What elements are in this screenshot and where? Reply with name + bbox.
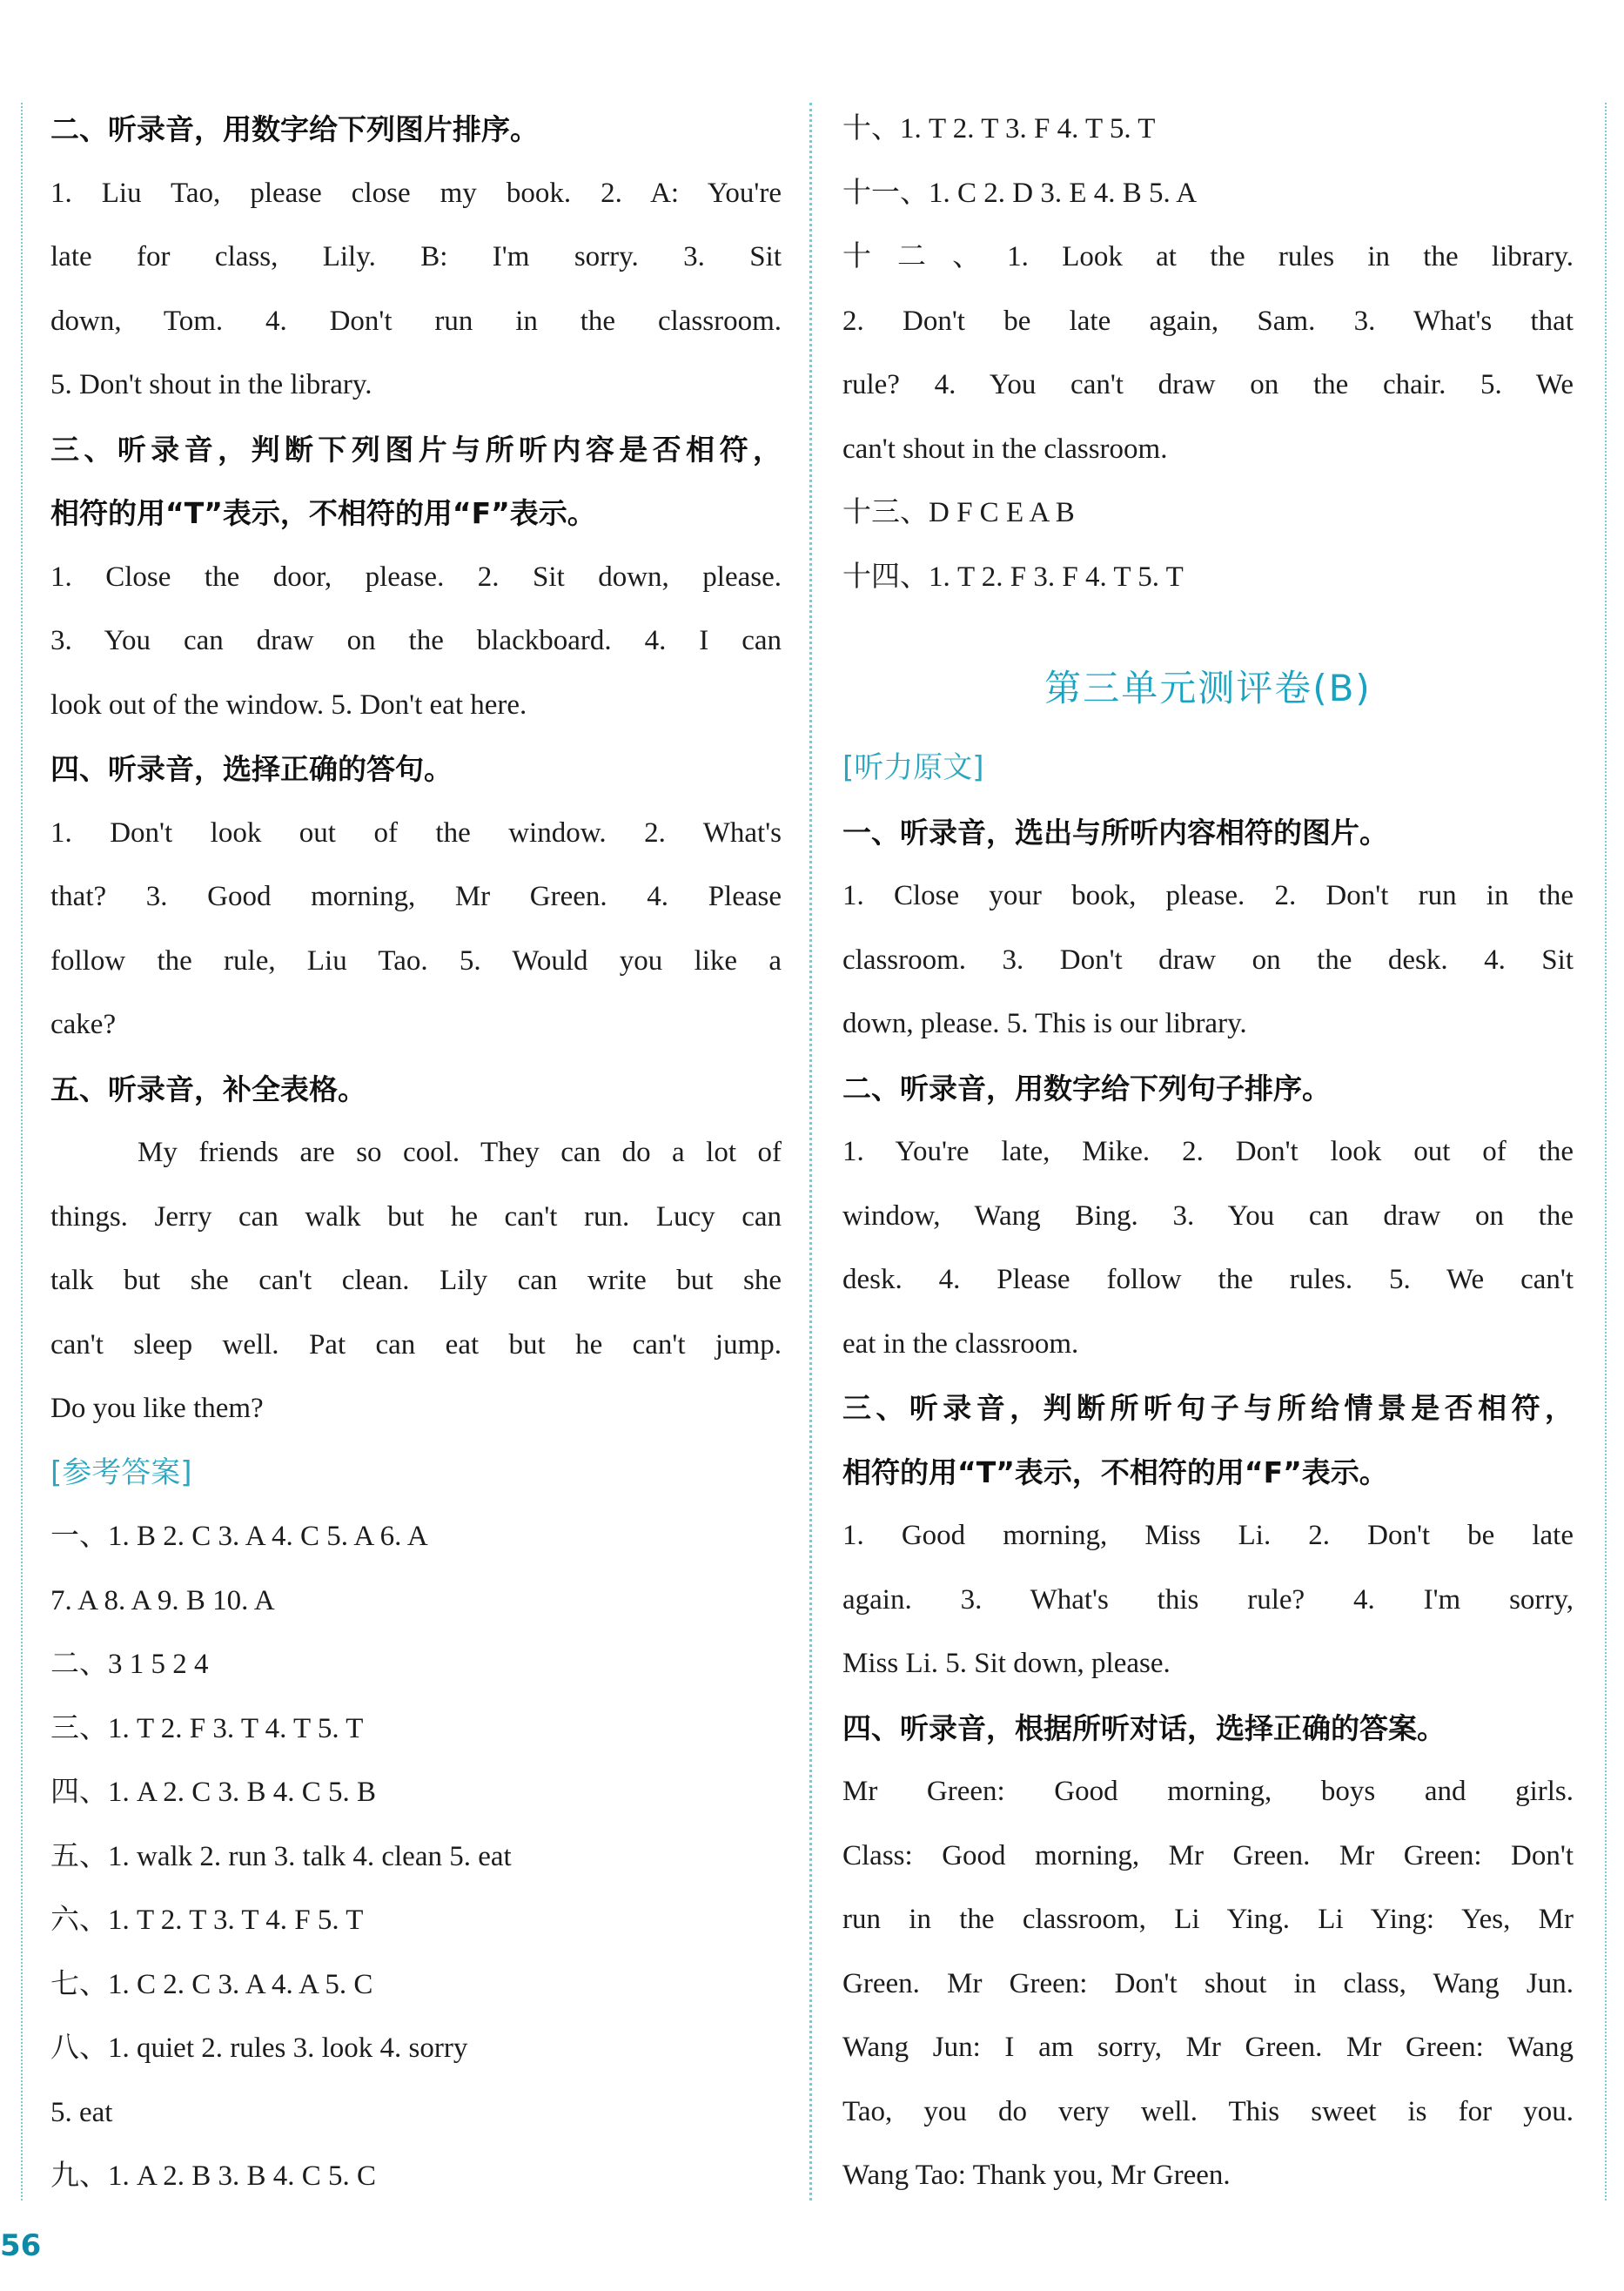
section-heading: 相符的用“T”表示，不相符的用“F”表示。 <box>50 496 596 530</box>
answer-line: 八、1. quiet 2. rules 3. look 4. sorry <box>50 2032 468 2064</box>
text-line: 1. Good morning, Miss Li. 2. Don't be late <box>842 1520 1574 1551</box>
answer-line: 九、1. A 2. B 3. B 4. C 5. C <box>50 2160 377 2192</box>
text-line: Miss Li. 5. Sit down, please. <box>842 1648 1171 1679</box>
text-line: 1. Close the door, please. 2. Sit down, please. <box>50 561 782 593</box>
answer-line: 十一、1. C 2. D 3. E 4. B 5. A <box>842 177 1198 209</box>
answer-key-tag: [参考答案] <box>50 1455 192 1490</box>
text-line: down, Tom. 4. Don't run in the classroom. <box>50 305 782 337</box>
dialogue-line: run in the classroom, Li Ying. Li Ying: Yes, Mr <box>842 1904 1574 1935</box>
section-heading: 四、听录音，选择正确的答句。 <box>50 752 453 786</box>
text-line: 1. You're late, Mike. 2. Don't look out of the <box>842 1136 1574 1167</box>
answer-line: 七、1. C 2. C 3. A 4. A 5. C <box>50 1968 373 2000</box>
answer-line: 三、1. T 2. F 3. T 4. T 5. T <box>50 1712 364 1744</box>
text-line: down, please. 5. This is our library. <box>842 1008 1247 1039</box>
dialogue-line: Class: Good morning, Mr Green. Mr Green: Don't <box>842 1839 1574 1871</box>
text-line: things. Jerry can walk but he can't run. Lucy can <box>50 1200 782 1233</box>
transcript-tag: [听力原文] <box>842 750 984 785</box>
text-line: eat in the classroom. <box>842 1327 1079 1360</box>
answer-line: 十三、D F C E A B <box>842 497 1075 528</box>
text-line: Do you like them? <box>50 1393 264 1424</box>
text-line: 1. Close your book, please. 2. Don't run in the <box>842 880 1574 911</box>
text-line: desk. 4. Please follow the rules. 5. We can't <box>842 1264 1574 1295</box>
left-border <box>21 103 23 2200</box>
text-line: can't sleep well. Pat can eat but he can't jump. <box>50 1328 782 1360</box>
left-column <box>50 97 782 2209</box>
text-line: late for class, Lily. B: I'm sorry. 3. Sit <box>50 241 782 272</box>
section-heading: 二、听录音，用数字给下列图片排序。 <box>50 112 539 146</box>
section-heading: 五、听录音，补全表格。 <box>50 1072 366 1106</box>
answer-line: can't shout in the classroom. <box>842 433 1168 465</box>
dialogue-line: Mr Green: Good morning, boys and girls. <box>842 1776 1574 1807</box>
text-line: 1. Liu Tao, please close my book. 2. A: You're <box>50 177 782 209</box>
column-divider <box>809 103 812 2200</box>
answer-line: 五、1. walk 2. run 3. talk 4. clean 5. eat <box>50 1840 512 1872</box>
answer-line: 一、1. B 2. C 3. A 4. C 5. A 6. A <box>50 1521 428 1552</box>
text-line: talk but she can't clean. Lily can write but she <box>50 1265 782 1296</box>
answer-line: 四、1. A 2. C 3. B 4. C 5. B <box>50 1777 377 1808</box>
answer-line: 十二、1. Look at the rules in the library. <box>842 241 1574 272</box>
page-number: 56 <box>0 2228 42 2263</box>
answer-line: 2. Don't be late again, Sam. 3. What's that <box>842 305 1574 337</box>
answer-line: 十四、1. T 2. F 3. F 4. T 5. T <box>842 561 1184 593</box>
answer-line: 六、1. T 2. T 3. T 4. F 5. T <box>50 1905 364 1936</box>
text-line: 1. Don't look out of the window. 2. What's <box>50 816 782 849</box>
text-line: follow the rule, Liu Tao. 5. Would you like a <box>50 944 782 977</box>
dialogue-line: Tao, you do very well. This sweet is for you. <box>842 2095 1574 2127</box>
right-column <box>842 97 1574 2208</box>
section-heading: 三、听录音，判断所听句子与所给情景是否相符， <box>842 1391 1574 1425</box>
section-heading: 二、听录音，用数字给下列句子排序。 <box>842 1071 1331 1105</box>
text-line: My friends are so cool. They can do a lot of <box>138 1137 782 1168</box>
dialogue-line: Wang Jun: I am sorry, Mr Green. Mr Green: Wang <box>842 2032 1574 2063</box>
answer-line: 7. A 8. A 9. B 10. A <box>50 1584 275 1616</box>
text-line: window, Wang Bing. 3. You can draw on the <box>842 1199 1574 1232</box>
dialogue-line: Green. Mr Green: Don't shout in class, Wang Jun. <box>842 1967 1574 1999</box>
answer-line: 十、1. T 2. T 3. F 4. T 5. T <box>842 113 1156 144</box>
text-line: look out of the window. 5. Don't eat here. <box>50 689 527 721</box>
text-line: again. 3. What's this rule? 4. I'm sorry, <box>842 1583 1574 1616</box>
text-line: 3. You can draw on the blackboard. 4. I can <box>50 625 782 656</box>
spacer <box>842 609 1574 641</box>
section-heading: 相符的用“T”表示，不相符的用“F”表示。 <box>842 1455 1388 1489</box>
answer-line: rule? 4. You can't draw on the chair. 5. We <box>842 369 1574 400</box>
unit-test-title: 第三单元测评卷(B) <box>1044 667 1372 709</box>
text-line: that? 3. Good morning, Mr Green. 4. Please <box>50 881 782 912</box>
dialogue-line: Wang Tao: Thank you, Mr Green. <box>842 2160 1231 2191</box>
section-heading: 三、听录音，判断下列图片与所听内容是否相符， <box>50 432 782 467</box>
section-heading: 四、听录音，根据所听对话，选择正确的答案。 <box>842 1710 1446 1745</box>
answer-line: 5. eat <box>50 2096 113 2128</box>
right-border <box>1605 103 1607 2200</box>
text-line: 5. Don't shout in the library. <box>50 369 372 400</box>
section-heading: 一、听录音，选出与所听内容相符的图片。 <box>842 815 1388 850</box>
text-line: classroom. 3. Don't draw on the desk. 4. Sit <box>842 944 1574 976</box>
answer-line: 二、3 1 5 2 4 <box>50 1649 209 1680</box>
text-line: cake? <box>50 1009 117 1040</box>
